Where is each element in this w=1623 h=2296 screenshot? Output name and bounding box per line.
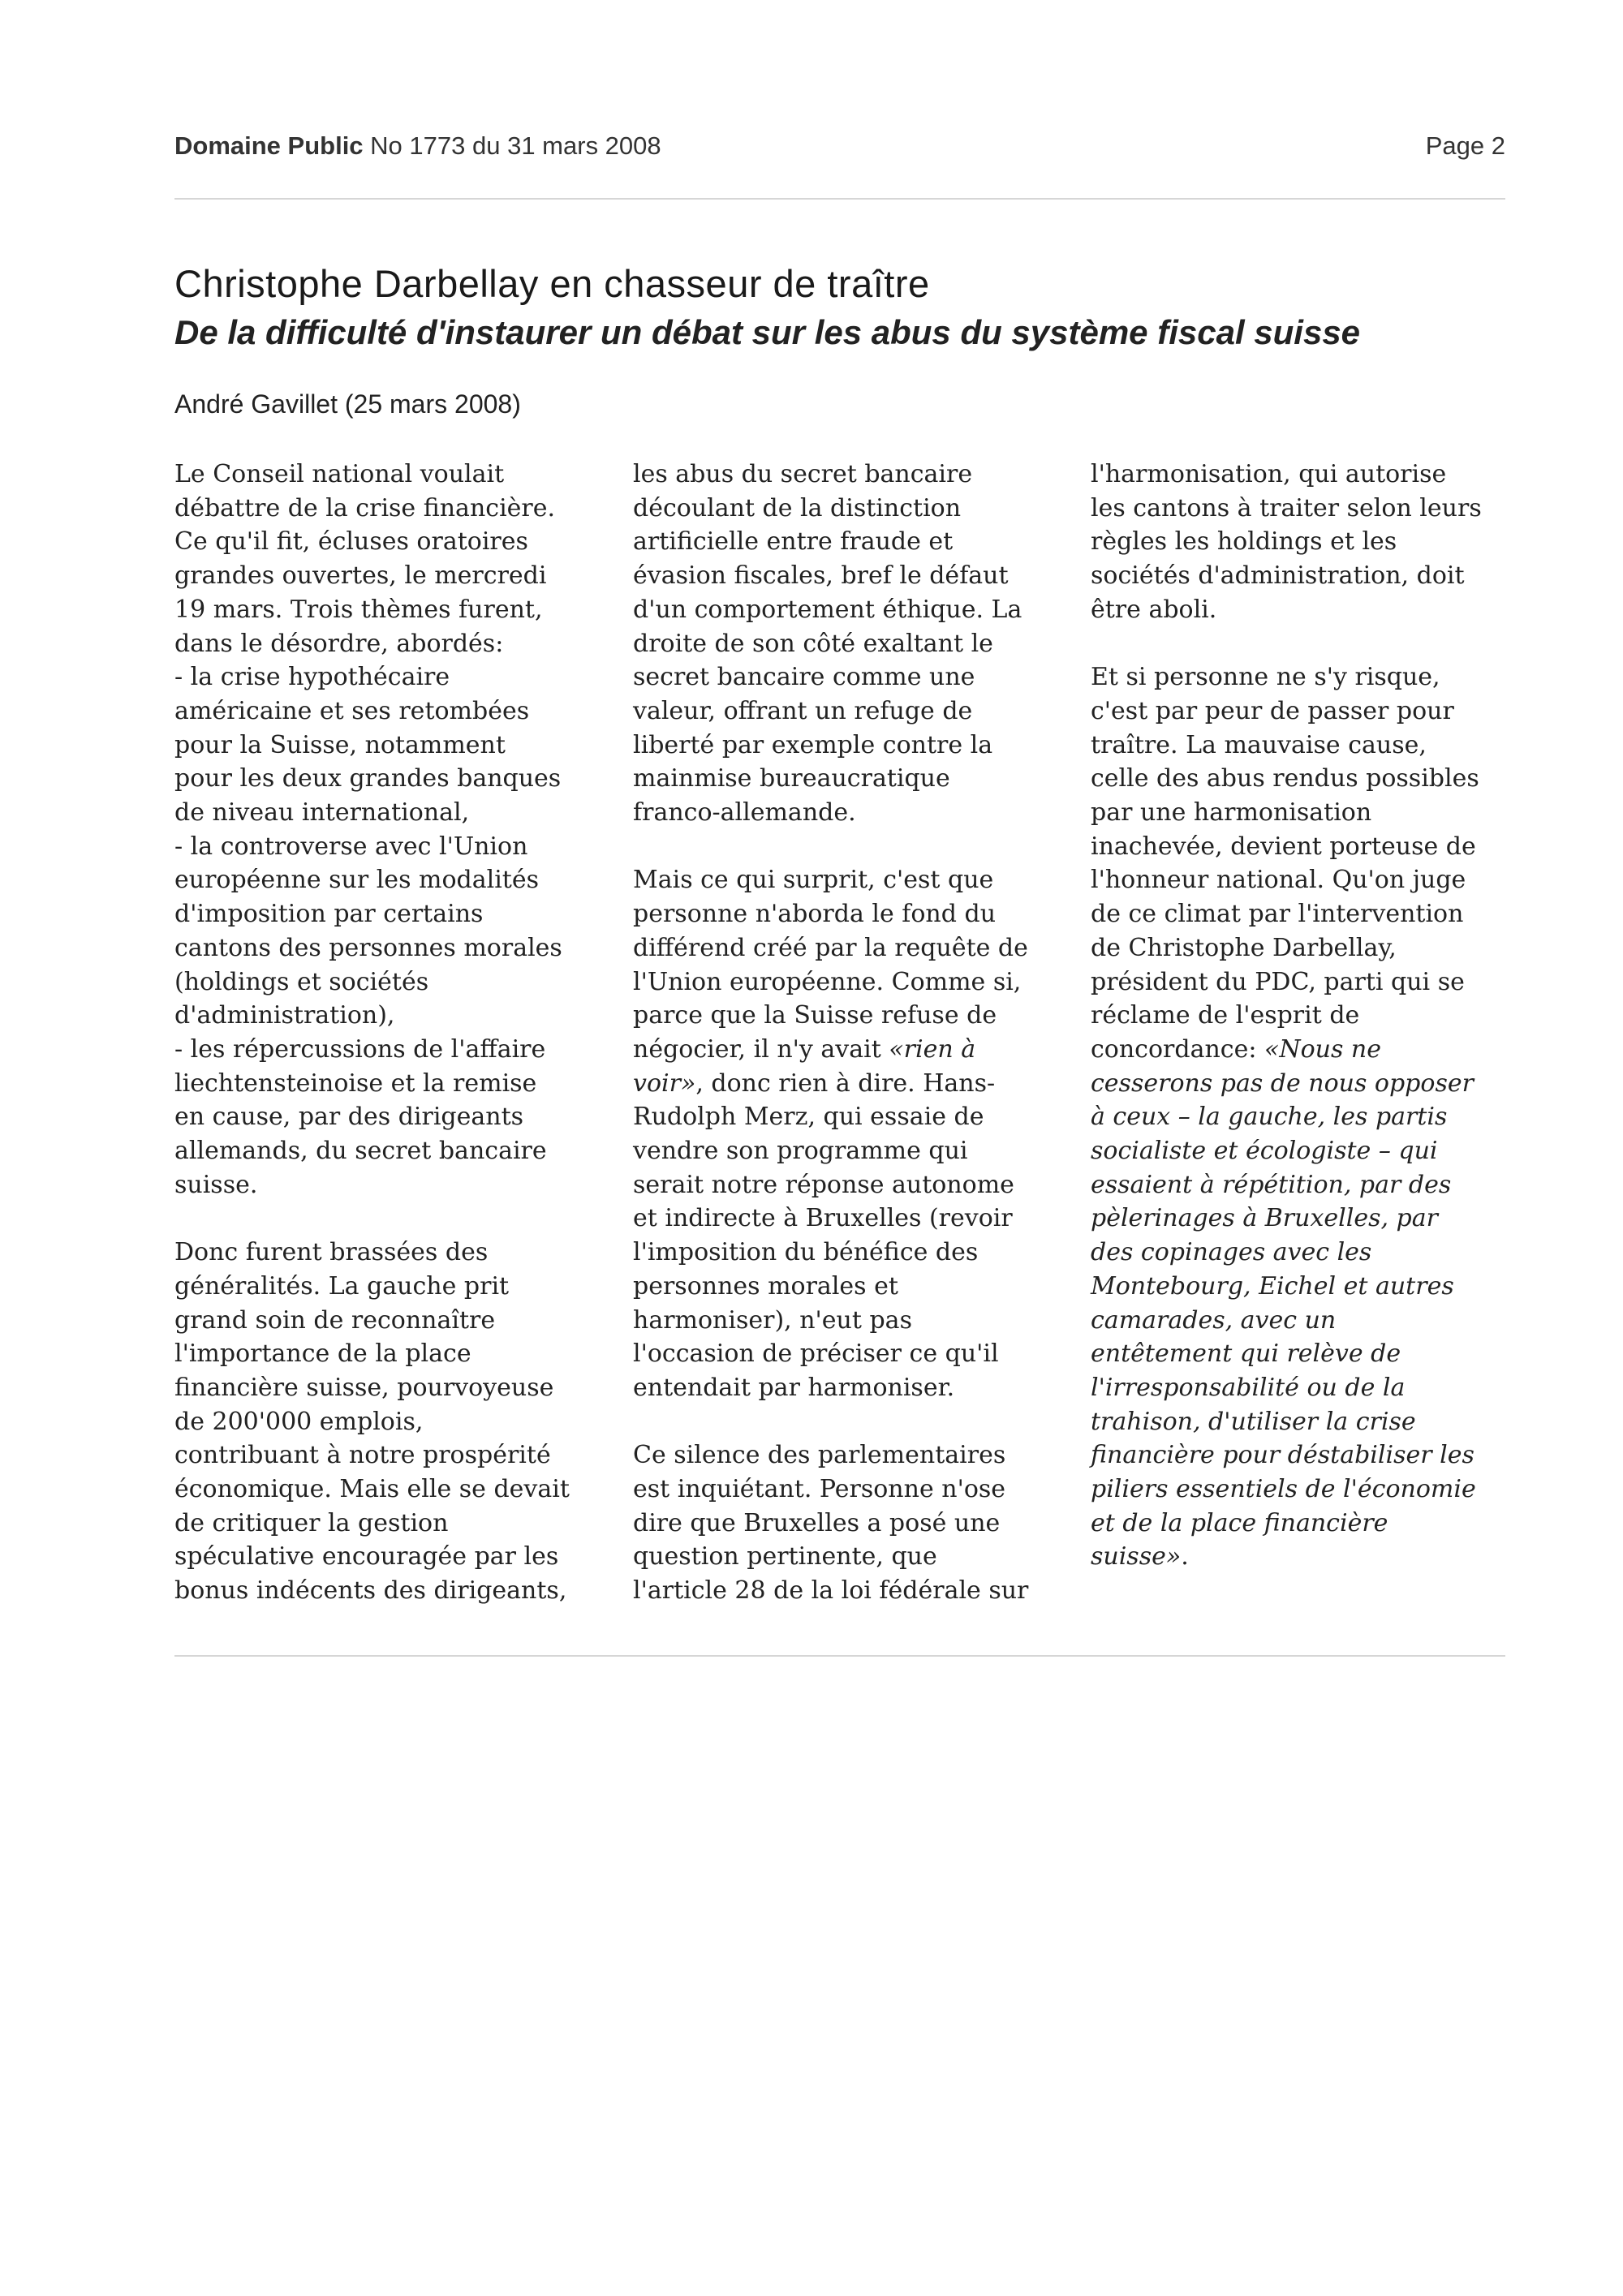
paragraph: Le Conseil national voulait débattre de la crise financière. Ce qu'il fit, écluses oratoires grandes ouvertes, le mercredi 19 mars. Trois thèmes furent, dans le désordre, abordés: - la crise hypothécaire américaine et ses retombées pour la Suisse, notamment pour les deux grandes banques de niveau international, - la controverse avec l'Union européenne sur les modalités d'imposition par certains cantons des personnes morales (holdings et sociétés d'administration), - les répercussions de l'affaire liechtensteinoise et la remise en cause, par des dirigeants allemands, du secret bancaire suisse.	[174, 460, 562, 1199]
quote-text: «Nous ne cesserons pas de nous opposer à ceux – la gauche, les partis socialiste et écologiste – qui essaient à répétition, par des pèlerinages à Bruxelles, par des copinages avec les Montebourg, Eichel et autres camarades, avec un entêtement qui relève de l'irresponsabilité ou de la trahison, d'utiliser la crise financière pour déstabiliser les piliers essentiels de l'économie et de la place financière suisse»	[1091, 1034, 1476, 1572]
article-subtitle: De la difficulté d'instaurer un débat sur les abus du système fiscal suisse	[174, 313, 1361, 351]
paragraph	[1091, 660, 1521, 1574]
footer-divider	[174, 1655, 1505, 1657]
page-header	[174, 131, 1505, 169]
article-byline: André Gavillet (25 mars 2008)	[174, 389, 521, 419]
issue-info: No 1773 du 31 mars 2008	[370, 131, 661, 160]
quote-text: «rien à voir»	[633, 1034, 976, 1098]
article-column-3	[1091, 458, 1521, 1608]
paragraph: l'harmonisation, qui autorise les cantons à traiter selon leurs règles les holdings et les sociétés d'administration, doit être aboli.	[1091, 460, 1482, 624]
article-column-2	[633, 458, 1063, 1642]
paragraph-text: Et si personne ne s'y risque, c'est par peur de passer pour traître. La mauvaise cause, celle des abus rendus possibles par une harmonisation inachevée, devient porteuse de l'honneur national. Qu'on juge de ce climat par l'intervention de Christophe Darbellay, président du PDC, parti qui se réclame de l'esprit de concordance:	[1091, 663, 1479, 1064]
page-number: Page 2	[1425, 131, 1505, 160]
paragraph-text: , donc rien à dire. Hans- Rudolph Merz, qui essaie de vendre son programme qui serait notre réponse autonome et indirecte à Bruxelles (revoir l'imposition du bénéfice des personnes morales et harmoniser), n'eut pas l'occasion de préciser ce qu'il entendait par harmoniser.	[633, 1068, 1014, 1402]
paragraph-text: .	[1181, 1542, 1189, 1572]
paragraph: les abus du secret bancaire découlant de la distinction artificielle entre fraude et évasion fiscales, bref le défaut d'un comportement éthique. La droite de son côté exaltant le secret bancaire comme une valeur, offrant un refuge de liberté par exemple contre la mainmise bureaucratique franco-allemande.	[633, 460, 1022, 828]
paragraph-text: Mais ce qui surprit, c'est que personne n'aborda le fond du différend créé par la requête de l'Union européenne. Comme si, parce que la Suisse refuse de négocier, il n'y avait	[633, 866, 1028, 1064]
publication-name: Domaine Public	[174, 131, 364, 160]
article-column-1	[174, 458, 605, 1642]
paragraph: Ce silence des parlementaires est inquiétant. Personne n'ose dire que Bruxelles a posé une question pertinente, que l'article 28 de la loi fédérale sur	[633, 1441, 1029, 1606]
article-title: Christophe Darbellay en chasseur de traître	[174, 262, 930, 305]
header-divider	[174, 198, 1505, 200]
paragraph: Donc furent brassées des généralités. La gauche prit grand soin de reconnaître l'importance de la place financière suisse, pourvoyeuse de 200'000 emplois, contribuant à notre prospérité économique. Mais elle se devait de critiquer la gestion spéculative encouragée par les bonus indécents des dirigeants,	[174, 1238, 570, 1606]
paragraph	[633, 863, 1063, 1404]
